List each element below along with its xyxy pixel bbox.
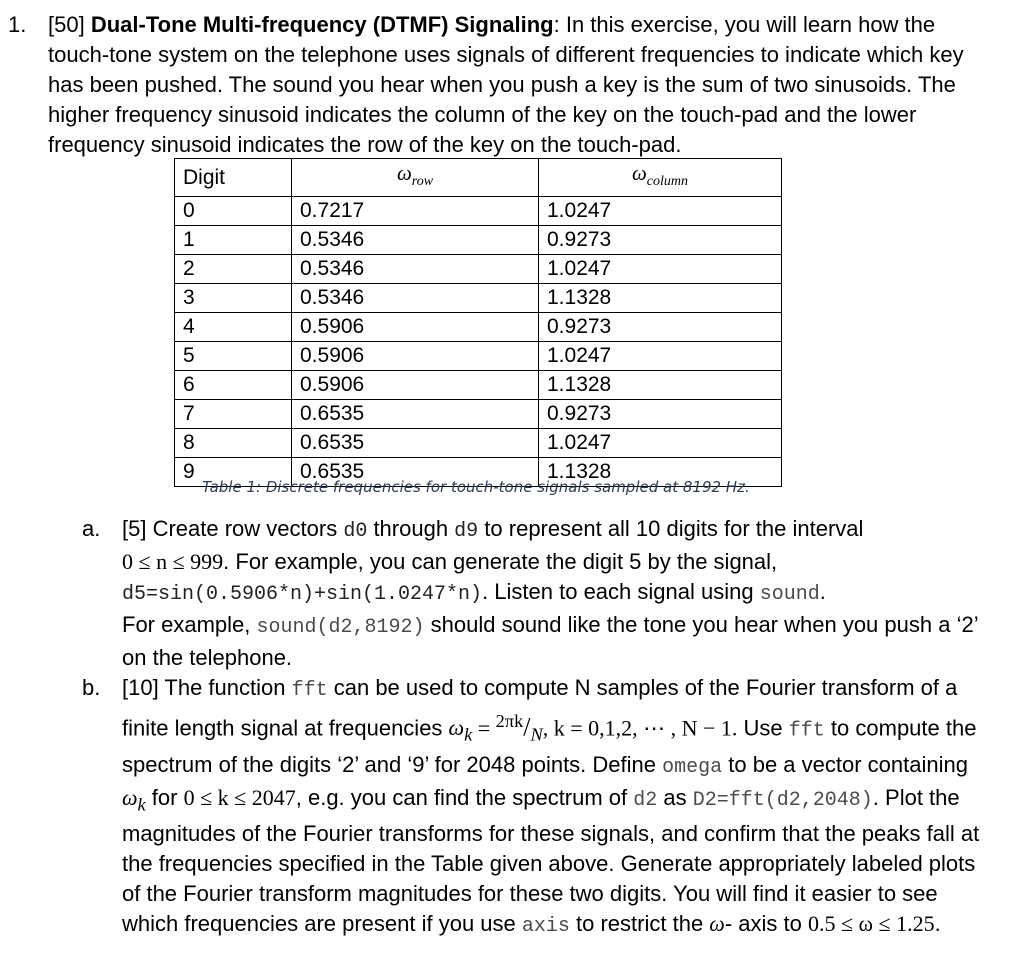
code-d9: d9 [454, 520, 479, 543]
cell-omega-column: 1.1328 [539, 371, 782, 400]
cell-digit: 2 [175, 255, 292, 284]
cell-omega-column: 1.0247 [539, 255, 782, 284]
table-row [175, 313, 782, 342]
cell-omega-row: 0.6535 [292, 458, 539, 487]
code-d2: d2 [633, 788, 658, 812]
table-row [175, 284, 782, 313]
cell-digit: 9 [175, 458, 292, 487]
code-sound: sound [759, 583, 820, 606]
cell-omega-row: 0.6535 [292, 429, 539, 458]
cell-digit: 5 [175, 342, 292, 371]
range-omega: 0.5 ≤ ω ≤ 1.25 [807, 911, 935, 937]
cell-digit: 4 [175, 313, 292, 342]
code-axis: axis [521, 915, 570, 939]
cell-digit: 6 [175, 371, 292, 400]
header-digit: Digit [175, 159, 292, 197]
cell-digit: 3 [175, 284, 292, 313]
header-omega-row: $\omega_{row}$ [292, 159, 539, 197]
cell-omega-column: 1.0247 [539, 429, 782, 458]
cell-omega-row: 0.5346 [292, 226, 539, 255]
header-omega-column: $\omega_{column}$ [539, 159, 782, 197]
cell-omega-row: 0.5906 [292, 371, 539, 400]
omega-axis: ω [709, 911, 725, 937]
cell-omega-column: 1.0247 [539, 197, 782, 226]
table-row [175, 226, 782, 255]
code-d5: d5=sin(0.5906*n)+sin(1.0247*n) [122, 583, 483, 606]
cell-omega-column: 0.9273 [539, 400, 782, 429]
cell-omega-row: 0.5906 [292, 342, 539, 371]
part-a: a. [5] Create row vectors d0 through d9 to represent all 10 digits for the interval 0 ≤ n ≤ 999. For example, you can generate the digit 5 by the signal, d5=sin(0.5906*n)+sin(1.0247*n). Listen to each signal using sound. For example, sound(d2,8192) should sound like the tone you hear when you push a ‘2’ on the telephone. [82, 516, 978, 670]
cell-omega-column: 0.9273 [539, 226, 782, 255]
table-caption: Table 1: Discrete frequencies for touch-tone signals sampled at 8192 Hz. [202, 478, 750, 496]
cell-omega-row: 0.5346 [292, 255, 539, 284]
table-row [175, 371, 782, 400]
code-sound-call: sound(d2,8192) [256, 616, 425, 639]
omega-k-2: $\omega_k$ [122, 784, 146, 815]
table-row [175, 342, 782, 371]
cell-omega-column: 1.1328 [539, 458, 782, 487]
code-fft-2: fft [788, 719, 825, 743]
part-b: b. [10] The function fft can be used to compute N samples of the Fourier transform of a finite length signal at frequencies $\omega_k = ^{2\pi k}/_N$, k = 0,1,2, ⋯ , N − 1. Use fft to compute the spectrum of the digits ‘2’ and ‘9’ for 2048 points. Define omega to be a vector containing $\omega_k$ for 0 ≤ k ≤ 2047, e.g. you can find the spectrum of d2 as D2=fft(d2,2048). Plot the magnitudes of the Fourier transforms for these signals, and confirm that the peaks fall at the frequencies specified in the Table given above. Generate appropriately labeled plots of the Fourier transform magnitudes for these two digits. You will find it easier to see which frequencies are present if you use axis to restrict the ω- axis to 0.5 ≤ ω ≤ 1.25. [82, 675, 980, 939]
code-D2: D2=fft(d2,2048) [692, 788, 873, 812]
table-header-row [175, 159, 782, 197]
table-row [175, 429, 782, 458]
table-row [175, 255, 782, 284]
cell-omega-column: 0.9273 [539, 313, 782, 342]
cell-omega-row: 0.7217 [292, 197, 539, 226]
question-title: Dual-Tone Multi-frequency (DTMF) Signaling [90, 12, 554, 37]
cell-omega-row: 0.5906 [292, 313, 539, 342]
frac-2pik-over-n: $^{2\pi k}/_N$ [495, 711, 543, 745]
cell-digit: 7 [175, 400, 292, 429]
part-b-label: b. [82, 675, 101, 700]
question-1 [0, 10, 1010, 160]
cell-digit: 8 [175, 429, 292, 458]
cell-omega-column: 1.0247 [539, 342, 782, 371]
range-n: 0 ≤ n ≤ 999 [122, 549, 224, 574]
code-fft: fft [291, 679, 328, 702]
range-k: 0 ≤ k ≤ 2047 [183, 784, 296, 810]
cell-omega-column: 1.1328 [539, 284, 782, 313]
table-row [175, 400, 782, 429]
question-parts [0, 514, 1010, 942]
code-omega: omega [662, 755, 723, 779]
dtmf-frequency-table [174, 158, 782, 487]
question-number: 1. [8, 12, 27, 37]
cell-omega-row: 0.6535 [292, 400, 539, 429]
cell-omega-row: 0.5346 [292, 284, 539, 313]
part-a-label: a. [82, 516, 101, 541]
question-intro-text: : In this exercise, you will learn how the touch-tone system on the telephone uses signals of different frequencies to indicate which key has been pushed. The sound you hear when you push a key is the sum of two sinusoids. The higher frequency sinusoid indicates the column of the key on the touch-pad and the lower frequency sinusoid indicates the row of the key on the touch-pad. [48, 12, 964, 157]
table-row [175, 197, 782, 226]
omega-k: $\omega_k$ [448, 715, 473, 745]
cell-digit: 1 [175, 226, 292, 255]
question-intro [48, 10, 998, 160]
question-points: [50] [48, 12, 85, 37]
code-d0: d0 [343, 520, 368, 543]
cell-digit: 0 [175, 197, 292, 226]
